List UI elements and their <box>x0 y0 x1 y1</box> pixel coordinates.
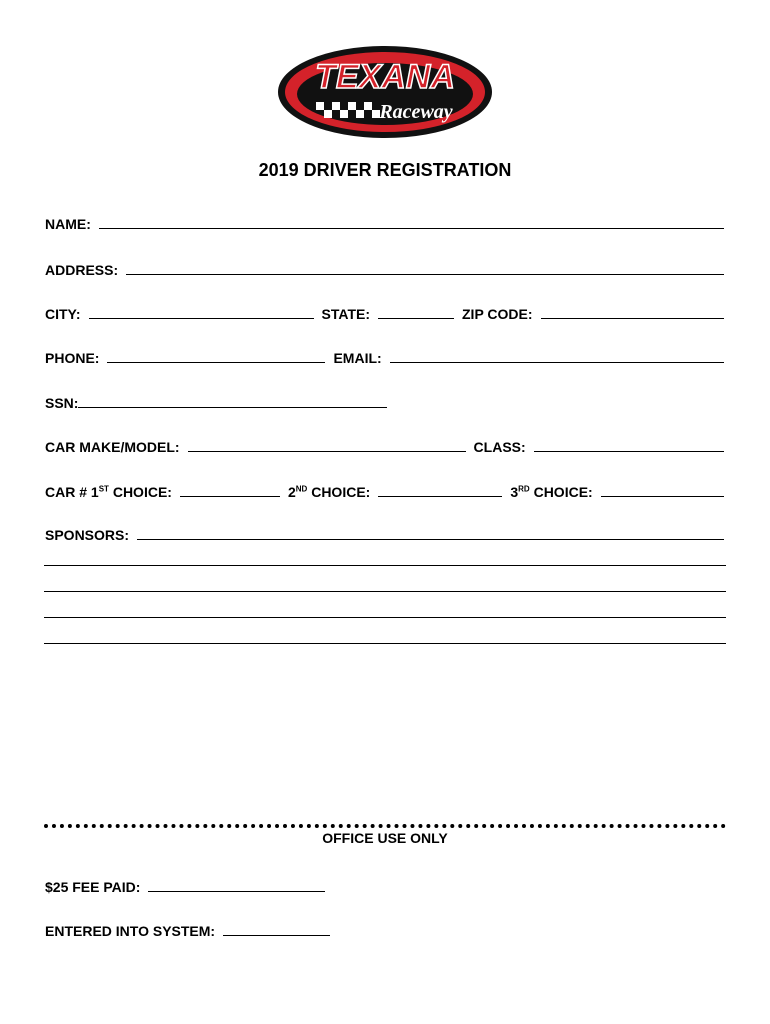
sponsors-line-4[interactable] <box>44 643 726 644</box>
office-use-heading: OFFICE USE ONLY <box>322 830 448 846</box>
city-field[interactable] <box>89 318 314 319</box>
svg-text:TEXANA: TEXANA <box>315 58 455 96</box>
car-row <box>45 435 724 455</box>
city-label: CITY: <box>45 306 81 322</box>
state-label: STATE: <box>321 306 370 322</box>
second-choice-label: 2ND CHOICE: <box>287 484 371 500</box>
svg-text:Raceway: Raceway <box>379 101 453 123</box>
car-make-model-field[interactable] <box>188 451 466 452</box>
address-label: ADDRESS: <box>45 262 119 278</box>
first-choice-field[interactable] <box>180 496 280 497</box>
car-number-row <box>45 480 724 500</box>
name-field[interactable] <box>99 228 724 229</box>
entered-label: ENTERED INTO SYSTEM: <box>45 923 216 939</box>
address-row <box>45 258 724 278</box>
class-label: CLASS: <box>473 439 526 455</box>
name-label: NAME: <box>45 216 91 232</box>
zip-label: ZIP CODE: <box>462 306 533 322</box>
office-divider <box>44 824 726 828</box>
fee-paid-field[interactable] <box>148 891 325 892</box>
phone-row <box>45 346 724 366</box>
state-field[interactable] <box>378 318 454 319</box>
ssn-row <box>45 391 387 411</box>
sponsors-row <box>45 523 724 543</box>
texana-raceway-logo <box>276 44 494 140</box>
third-choice-label: 3RD CHOICE: <box>510 484 593 500</box>
page-title: 2019 DRIVER REGISTRATION <box>258 160 512 180</box>
sponsors-field[interactable] <box>137 539 724 540</box>
email-field[interactable] <box>390 362 724 363</box>
phone-label: PHONE: <box>45 350 100 366</box>
fee-paid-row <box>45 875 325 895</box>
entered-row <box>45 919 330 939</box>
sponsors-label: SPONSORS: <box>45 527 130 543</box>
sponsors-line-3[interactable] <box>44 617 726 618</box>
address-field[interactable] <box>126 274 724 275</box>
car-number-label: CAR # 1ST CHOICE: <box>45 484 172 500</box>
ssn-field[interactable] <box>78 407 387 408</box>
third-choice-field[interactable] <box>601 496 724 497</box>
city-row <box>45 302 724 322</box>
class-field[interactable] <box>534 451 724 452</box>
email-label: EMAIL: <box>333 350 382 366</box>
car-make-model-label: CAR MAKE/MODEL: <box>45 439 180 455</box>
entered-field[interactable] <box>223 935 330 936</box>
fee-paid-label: $25 FEE PAID: <box>45 879 141 895</box>
ssn-label: SSN: <box>45 395 79 411</box>
sponsors-line-2[interactable] <box>44 591 726 592</box>
phone-field[interactable] <box>107 362 325 363</box>
zip-field[interactable] <box>541 318 724 319</box>
name-row <box>45 212 724 232</box>
sponsors-line-1[interactable] <box>44 565 726 566</box>
second-choice-field[interactable] <box>378 496 502 497</box>
